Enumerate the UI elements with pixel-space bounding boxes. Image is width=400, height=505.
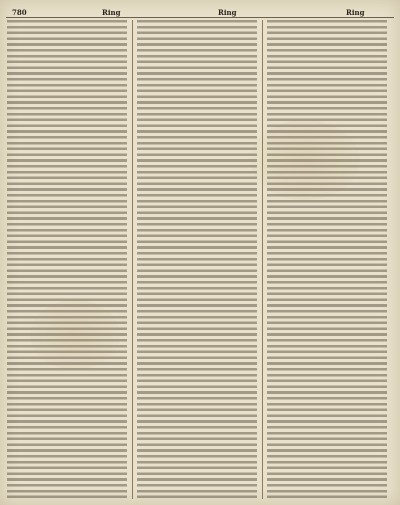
text-column-2 (137, 20, 257, 499)
illegible-text-lines (267, 20, 387, 499)
text-column-3 (267, 20, 387, 499)
page-number: 780 (12, 8, 27, 17)
running-head-center: Ring (218, 8, 237, 17)
paper-stain (30, 300, 120, 370)
illegible-text-lines (137, 20, 257, 499)
text-column-1 (7, 20, 127, 499)
header-rule (6, 17, 394, 18)
paper-stain (250, 120, 360, 200)
column-divider-2 (262, 20, 263, 499)
illegible-text-lines (7, 20, 127, 499)
running-head-right: Ring (346, 8, 365, 17)
column-divider-1 (132, 20, 133, 499)
running-head-left: Ring (102, 8, 121, 17)
